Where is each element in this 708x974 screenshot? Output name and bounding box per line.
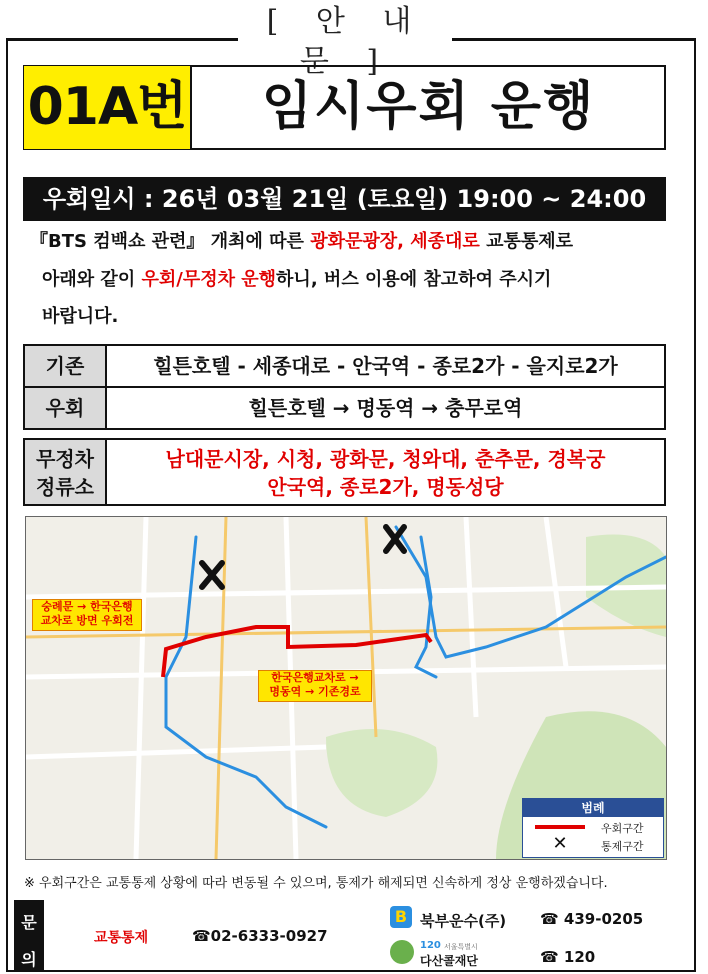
existing-route-row: [23, 344, 666, 388]
map-note-mid: [258, 670, 372, 702]
main-title: 임시우회 운행: [261, 77, 596, 137]
nonstop-row: [23, 438, 666, 506]
company-logo-icon: B: [390, 906, 412, 928]
contact-dept: 교통통제: [94, 930, 149, 946]
legend-detour-label: 우회구간: [601, 822, 644, 835]
notice-line-3: 바랍니다.: [42, 306, 119, 327]
notice-text: 『BTS 컴백쇼 관련』 개최에 따른: [30, 231, 311, 252]
dasan-phone: ☎ 120: [540, 948, 596, 966]
dasan-logo-icon: [390, 940, 414, 964]
legend-control-icon: ✕: [552, 833, 568, 854]
legend-control-label: 통제구간: [601, 840, 644, 853]
notice-highlight: 광화문광장, 세종대로: [310, 231, 480, 252]
map-note-left: [32, 599, 142, 631]
nonstop-label: [25, 440, 107, 504]
existing-route-value: 힐튼호텔 - 세종대로 - 안국역 - 종로2가 - 을지로2가: [153, 354, 618, 378]
detour-map: [25, 516, 667, 860]
dasan-sub: 서울특별시: [444, 943, 478, 951]
notice-text: 하니, 버스 이용에 참고하여 주시기: [276, 269, 552, 290]
route-number: 01A번: [24, 66, 192, 149]
notice-highlight: 우회/무정차 운행: [141, 269, 277, 290]
map-note-left-1: 숭례문 → 한국은행: [41, 600, 133, 613]
legend-title: 범례: [523, 799, 663, 817]
contact-label: [14, 900, 44, 972]
detour-route-label: 우회: [25, 388, 107, 428]
nonstop-label-1: 무정차: [36, 447, 94, 471]
nonstop-stops-line-2: 안국역, 종로2가, 명동성당: [267, 475, 504, 499]
detour-route-row: [23, 386, 666, 430]
dasan-120: 120: [420, 940, 441, 951]
notice-text: 교통통제로: [479, 231, 574, 252]
footnote: ※ 우회구간은 교통통제 상황에 따라 변동될 수 있으며, 통제가 해제되면 신속하게 정상 운행하겠습니다.: [24, 876, 608, 891]
map-note-mid-2: 명동역 → 기존경로: [269, 685, 361, 698]
detour-route-value: 힐튼호텔 → 명동역 → 충무로역: [248, 396, 523, 420]
contact-label-1: 문: [21, 913, 37, 932]
company-phone: ☎ 439-0205: [540, 910, 644, 928]
map-note-left-2: 교차로 방면 우회전: [40, 614, 134, 627]
company-name: 북부운수(주): [420, 912, 507, 930]
detour-date-bar: 우회일시 : 26년 03월 21일 (토요일) 19:00 ~ 24:00: [23, 177, 666, 221]
notice-text: 아래와 같이: [42, 269, 142, 290]
contact-dept-phone: ☎02-6333-0927: [192, 927, 328, 945]
existing-route-label: 기존: [25, 346, 107, 386]
nonstop-label-2: 정류소: [36, 475, 94, 499]
nonstop-stops: [107, 440, 664, 509]
nonstop-stops-line-1: 남대문시장, 시청, 광화문, 청와대, 춘추문, 경복궁: [165, 447, 606, 471]
contact-label-2: 의: [21, 950, 37, 969]
page-title: [ 안 내 문 ]: [266, 4, 426, 79]
map-legend: [522, 798, 664, 858]
contact-bar: [6, 900, 696, 972]
dasan-name: 다산콜재단: [420, 954, 478, 968]
map-note-mid-1: 한국은행교차로 →: [271, 671, 359, 684]
notice-line-1: [30, 228, 670, 256]
notice-line-2: [42, 266, 682, 294]
legend-detour-line: [535, 825, 585, 829]
